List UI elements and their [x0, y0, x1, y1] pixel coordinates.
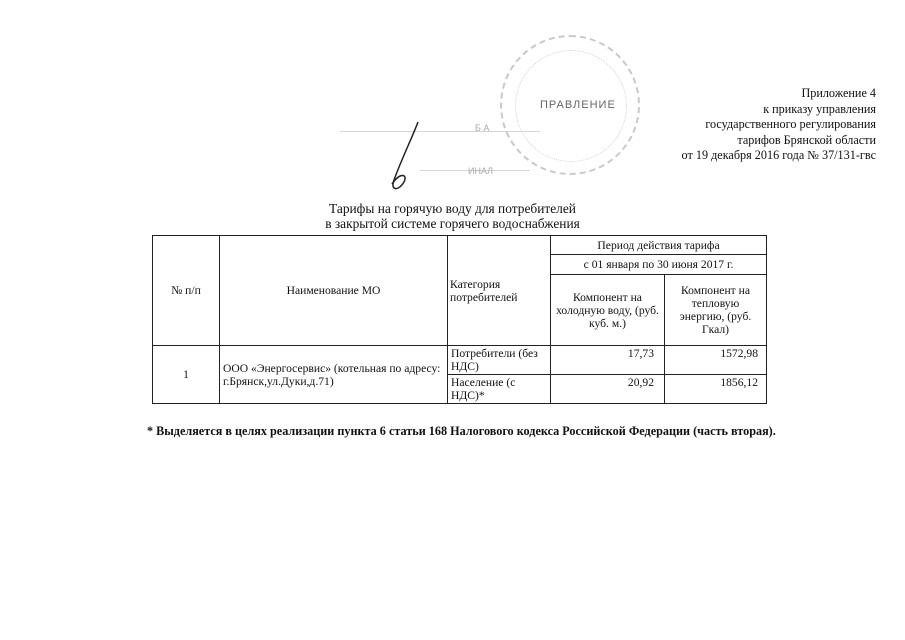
row-cold-value: 17,73	[551, 346, 665, 375]
header-heat: Компонент на тепловую энергию, (руб. Гкал)	[665, 275, 767, 346]
document-title	[0, 201, 905, 231]
row-num: 1	[153, 346, 220, 404]
header-line: государственного регулирования	[705, 117, 876, 132]
table-header-row	[153, 236, 767, 255]
row-category: Потребители (без НДС)	[448, 346, 551, 375]
row-heat-value: 1572,98	[665, 346, 767, 375]
header-line: тарифов Брянской области	[737, 132, 876, 147]
row-heat-value: 1856,12	[665, 375, 767, 404]
header-num: № п/п	[153, 236, 220, 346]
header-name: Наименование МО	[220, 236, 448, 346]
row-category: Население (с НДС)*	[448, 375, 551, 404]
tariff-table	[152, 235, 767, 404]
row-cold-value: 20,92	[551, 375, 665, 404]
stamp-fragment: ИНАЛ	[468, 166, 494, 176]
title-line: в закрытой системе горячего водоснабжения	[325, 216, 580, 231]
table-row	[153, 346, 767, 375]
row-name: ООО «Энергосервис» (котельная по адресу: г.Брянск,ул.Дуки,д.71)	[220, 346, 448, 404]
header-cold-water: Компонент на холодную воду, (руб. куб. м.)	[551, 275, 665, 346]
title-line: Тарифы на горячую воду для потребителей	[329, 201, 576, 216]
header-line: от 19 декабря 2016 года № 37/131-гвс	[681, 148, 876, 163]
document-header	[576, 86, 876, 164]
header-period: Период действия тарифа	[551, 236, 767, 255]
signature	[384, 118, 444, 198]
stamp-text: ПРАВЛЕНИЕ	[540, 99, 616, 111]
header-category: Категория потребителей	[448, 236, 551, 346]
header-period-range: с 01 января по 30 июня 2017 г.	[551, 255, 767, 275]
stamp-fragment: Б А	[475, 123, 490, 133]
footnote: * Выделяется в целях реализации пункта 6 статьи 168 Налогового кодекса Российской Федерации (часть вторая).	[147, 424, 776, 438]
header-line: к приказу управления	[763, 101, 876, 116]
header-line: Приложение 4	[801, 86, 876, 100]
